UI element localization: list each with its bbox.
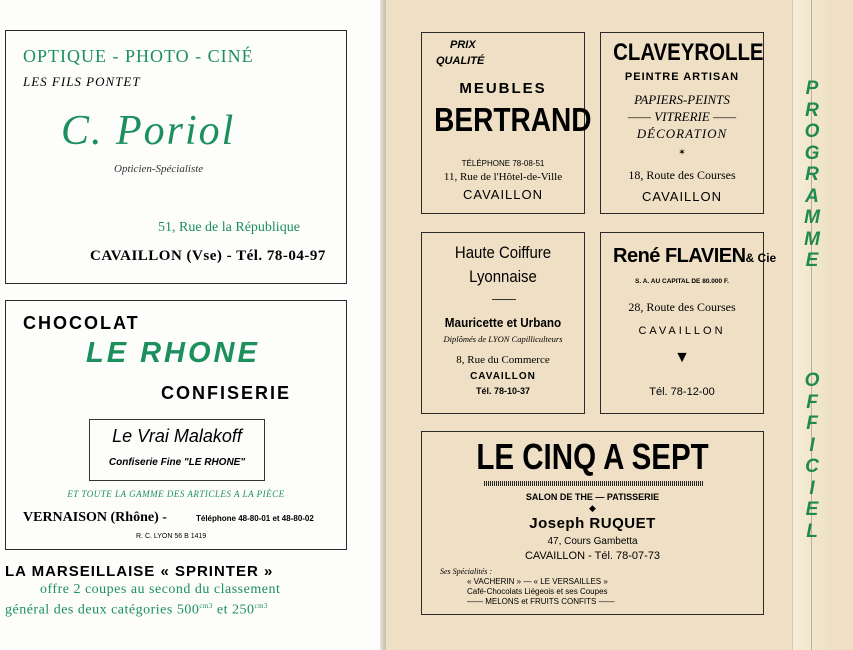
coiffure-rule bbox=[492, 299, 516, 300]
cover-letter: O bbox=[804, 370, 820, 391]
malakoff-box bbox=[89, 419, 265, 481]
bertrand-qualite: QUALITÉ bbox=[436, 55, 485, 67]
coiffure-names: Mauricette et Urbano bbox=[444, 315, 562, 330]
cinq-salon: SALON DE THE — PATISSERIE bbox=[525, 492, 660, 502]
optique-tagline: Opticien-Spécialiste bbox=[114, 163, 204, 175]
optique-header: OPTIQUE - PHOTO - CINÉ bbox=[23, 46, 254, 66]
flavien-city: CAVAILLON bbox=[638, 325, 726, 337]
flavien-address: 28, Route des Courses bbox=[628, 300, 736, 314]
right-page bbox=[386, 0, 853, 650]
bertrand-ad bbox=[421, 32, 592, 214]
chocolat-rc: R. C. LYON 56 B 1419 bbox=[136, 533, 207, 540]
bertrand-phone: TÉLÉPHONE 78-08-51 bbox=[461, 159, 545, 168]
chocolat-gamme: ET TOUTE LA GAMME DES ARTICLES A LA PIÈCE bbox=[67, 489, 285, 499]
cover-letter: G bbox=[804, 142, 820, 164]
cinq-owner: Joseph RUQUET bbox=[529, 515, 656, 532]
marseillaise-title: LA MARSEILLAISE « SPRINTER » bbox=[5, 563, 274, 580]
coiffure-city: CAVAILLON bbox=[470, 371, 536, 382]
claveyrolle-city: CAVAILLON bbox=[641, 189, 723, 204]
cinq-title: LE CINQ A SEPT bbox=[476, 436, 709, 477]
coiffure-t2: Lyonnaise bbox=[469, 267, 537, 286]
cover-letter: L bbox=[806, 520, 818, 542]
cover-letter: O bbox=[804, 121, 820, 142]
chocolat-phone: Téléphone 48-80-01 et 48-80-02 bbox=[196, 514, 314, 523]
optique-ad bbox=[5, 30, 347, 284]
cover-letter: E bbox=[805, 499, 819, 520]
cinq-address: 47, Cours Gambetta bbox=[547, 536, 638, 547]
claveyrolle-l2: —— VITRERIE —— bbox=[627, 109, 737, 124]
cover-letter: A bbox=[805, 185, 819, 207]
claveyrolle-star: ✶ bbox=[678, 147, 686, 157]
cover-word-officiel bbox=[793, 370, 831, 542]
coiffure-address: 8, Rue du Commerce bbox=[456, 354, 550, 366]
marseillaise-line2: offre 2 coupes au second du classement bbox=[40, 582, 281, 597]
flavien-amp: & Cie bbox=[745, 251, 777, 265]
chocolat-line3: CONFISERIE bbox=[161, 383, 292, 403]
cover-strip bbox=[792, 0, 831, 650]
marseillaise-line3 bbox=[5, 602, 268, 619]
cinq-ad bbox=[421, 431, 764, 615]
chocolat-city: VERNAISON (Rhône) - bbox=[23, 510, 167, 525]
cover-letter: I bbox=[809, 477, 815, 499]
left-page bbox=[0, 0, 384, 650]
claveyrolle-l3: DÉCORATION bbox=[636, 126, 728, 141]
cover-letter: M bbox=[804, 207, 820, 228]
optique-city-phone: CAVAILLON (Vse) - Tél. 78-04-97 bbox=[90, 248, 326, 264]
bertrand-name2: BERTRAND bbox=[434, 101, 592, 138]
marseillaise-sup2: cm3 bbox=[254, 602, 269, 610]
claveyrolle-name: CLAVEYROLLE bbox=[613, 39, 764, 66]
cover-letter: E bbox=[805, 250, 819, 271]
malakoff-sub: Confiserie Fine "LE RHONE" bbox=[108, 457, 246, 468]
cover-word-programme bbox=[793, 78, 831, 272]
cover-letter: F bbox=[806, 391, 818, 413]
chocolat-ad bbox=[5, 300, 347, 550]
optique-subheader: LES FILS PONTET bbox=[23, 74, 141, 89]
cover-letter: C bbox=[805, 456, 819, 477]
marseillaise-line3a: général des deux catégories 500 bbox=[5, 602, 200, 618]
coiffure-t1: Haute Coiffure bbox=[454, 243, 552, 262]
claveyrolle-l1: PAPIERS-PEINTS bbox=[634, 92, 730, 107]
flavien-capital: S. A. AU CAPITAL DE 80.000 F. bbox=[635, 278, 729, 285]
marseillaise-line3b: et 250 bbox=[212, 602, 255, 618]
cover-letter: R bbox=[805, 99, 819, 121]
flavien-name-row bbox=[613, 245, 776, 268]
cover-letter: F bbox=[806, 413, 818, 434]
cover-letter: P bbox=[805, 78, 819, 99]
cover-letter: R bbox=[805, 164, 819, 185]
bertrand-name1: MEUBLES bbox=[459, 80, 547, 97]
marseillaise-sup: cm3 bbox=[199, 602, 213, 610]
flavien-phone: Tél. 78-12-00 bbox=[649, 386, 715, 398]
claveyrolle-ad bbox=[600, 32, 764, 214]
cinq-city: CAVAILLON - Tél. 78-07-73 bbox=[524, 550, 661, 562]
bertrand-address: 11, Rue de l'Hôtel-de-Ville bbox=[443, 171, 563, 183]
bertrand-prix: PRIX bbox=[450, 39, 476, 51]
cinq-spec3: —— MELONS et FRUITS CONFITS —— bbox=[467, 597, 615, 606]
coiffure-ad bbox=[421, 232, 585, 414]
flavien-name: René FLAVIEN bbox=[613, 245, 746, 267]
cinq-diamond: ◆ bbox=[589, 503, 596, 513]
malakoff-title: Le Vrai Malakoff bbox=[112, 426, 242, 446]
cover-letter: I bbox=[809, 434, 815, 456]
cover-letter: M bbox=[804, 228, 820, 250]
bertrand-city: CAVAILLON bbox=[462, 187, 544, 202]
claveyrolle-trade: PEINTRE ARTISAN bbox=[624, 71, 740, 83]
optique-address: 51, Rue de la République bbox=[158, 220, 300, 235]
chocolat-line2: LE RHONE bbox=[86, 337, 260, 369]
flavien-ad bbox=[600, 232, 777, 414]
cinq-spec2: Café-Chocolats Liégeois et ses Coupes bbox=[467, 587, 608, 596]
optique-name: C. Poriol bbox=[61, 108, 236, 154]
coiffure-dipl: Diplômés de LYON Capilliculteurs bbox=[443, 334, 563, 344]
claveyrolle-address: 18, Route des Courses bbox=[628, 168, 736, 182]
cinq-spec1: « VACHERIN » — « LE VERSAILLES » bbox=[467, 577, 608, 586]
flavien-arrow: ▼ bbox=[674, 349, 690, 366]
cinq-bar bbox=[484, 481, 704, 486]
chocolat-line1: CHOCOLAT bbox=[23, 313, 140, 333]
cinq-spec-label: Ses Spécialités : bbox=[440, 567, 492, 576]
coiffure-phone: Tél. 78-10-37 bbox=[475, 386, 531, 396]
